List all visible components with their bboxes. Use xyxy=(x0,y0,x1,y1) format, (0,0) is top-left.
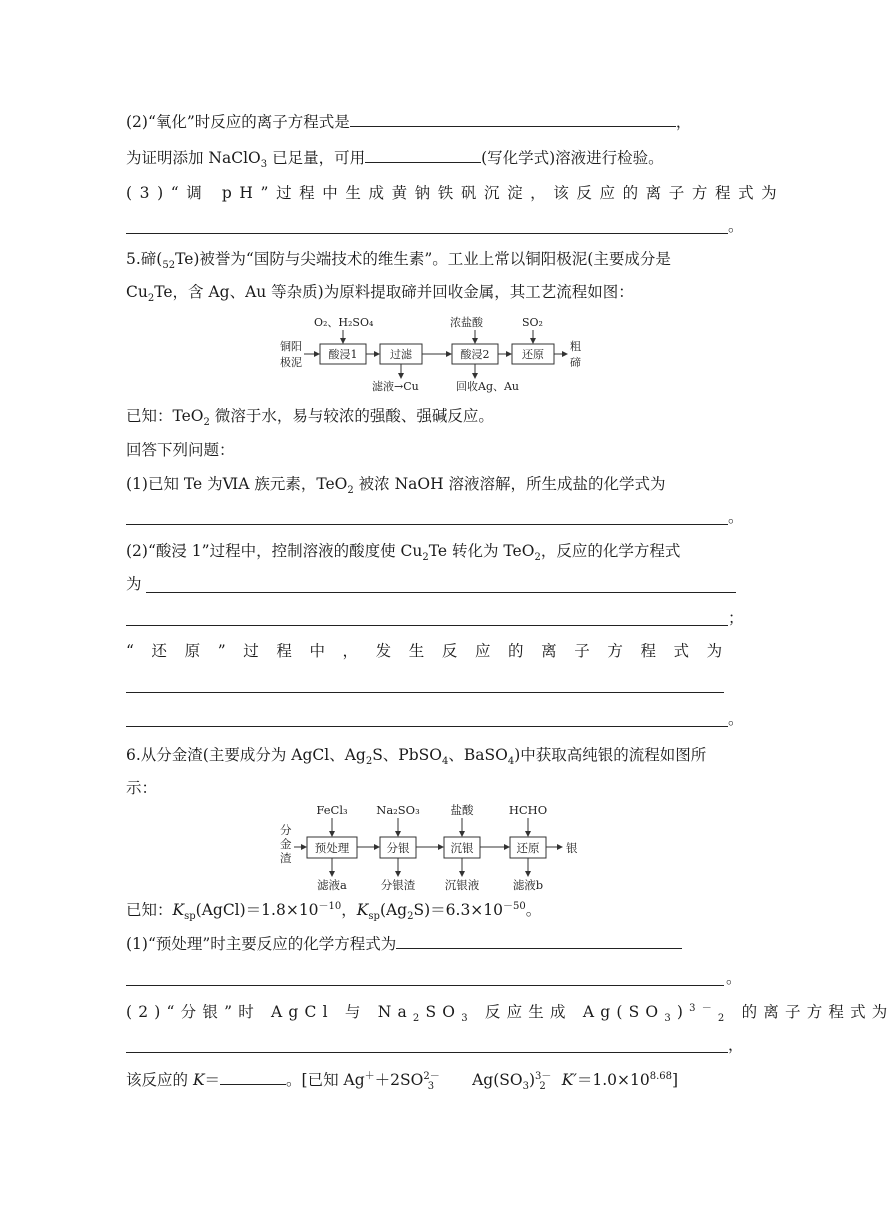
answer-blank[interactable] xyxy=(350,112,676,127)
q5-known: 已知：TeO$_2$ 微溶于水，易与较浓的强酸、强碱反应。 xyxy=(126,407,494,429)
q5-flow-input: 铜阳 xyxy=(280,340,302,353)
q4-part2-line1: (2)“氧化”时反应的离子方程式是 ， xyxy=(126,113,692,131)
answer-blank[interactable] xyxy=(126,233,728,234)
answer-blank[interactable] xyxy=(126,985,724,986)
q5-part2-wei: 为 xyxy=(126,575,142,593)
q5-flow-output: 回收Ag、Au xyxy=(456,380,520,393)
q5-flow-reagent: O₂、H₂SO₄ xyxy=(314,316,374,329)
q5-flow-step: 过滤 xyxy=(390,348,412,361)
q5-intro-line1: 5.碲$(_{52}Te)$被誉为“国防与尖端技术的维生素”。工业上常以铜阳极泥(主要成分是 xyxy=(126,250,671,272)
q6-flow-input: 金 xyxy=(280,837,292,851)
q6-flow-output: 分银渣 xyxy=(380,878,416,892)
answer-blank[interactable] xyxy=(220,1070,286,1085)
q6-flow-step: 沉银 xyxy=(450,841,474,855)
q4-part3-prompt: (3)“调 pH”过程中生成黄钠铁矾沉淀，该反应的离子方程式为 xyxy=(126,184,785,202)
q5-part2-prompt: (2)“酸浸 1”过程中，控制溶液的酸度使 $Cu_2Te$ 转化为 TeO$_2$，反应的化学方程式 xyxy=(126,542,681,564)
q6-flow-step: 预处理 xyxy=(314,841,350,855)
q5-flow-product: 碲 xyxy=(570,356,581,369)
q4-part2-line2: 为证明添加 NaClO$_3$ 已足量，可用 (写化学式)溶液进行检验。 xyxy=(126,149,664,171)
q5-flow-step: 酸浸2 xyxy=(460,348,490,361)
q6-flow-input: 分 xyxy=(280,823,292,837)
q6-flow-input: 渣 xyxy=(280,851,292,865)
document-page: (2)“氧化”时反应的离子方程式是 ， 为证明添加 NaClO$_3$ 已足量，可用 (写化学式)溶液进行检验。 (3)“调 pH”过程中生成黄钠铁矾沉淀，该反应的离子方程式为 。 5.碲$(_{52}Te)$被誉为“国防与尖端技术的维生素”。工业上常以铜阳极泥(主要成分是 $Cu_2Te$，含 Ag、Au 等杂质)为原料提取碲并回收金属，其工艺流程如图： 铜阳 极泥 O₂、H₂SO₄ 浓盐酸 SO₂ 滤液→Cu 回收Ag、Au 粗 碲 酸浸1 过滤 酸浸2 还原 已知：TeO$_2$ 微溶于水，易与较浓的强酸、强碱反应。 回答下列问题： (1)已知 Te 为ⅥA 族元素，TeO$_2$ 被浓 NaOH 溶液溶解，所生成盐的化学式为 。 (2)“酸浸 1”过程中，控制溶液的酸度使 $Cu_2Te$ 转化为 TeO$_2$，反应的化学方程式 为 ； “还原”过程中，发生反应的离子方程式为 。 6.从分金渣(主要成分为 AgCl、$Ag_2S$、PbSO$_4$、BaSO$_4$)中获取高纯银的流程如图所 示： 分 金 渣 银 FeCl₃ Na₂SO₃ 盐酸 HCHO 滤液a 分银渣 沉银液 滤液b 预处理 分银 沉银 还原 已知：$K_{sp}(AgCl)=1.8\times 10^{-10}$，$K_{sp}(Ag_2S)=6.3\times 10^{-50}$。 (1)“预处理”时主要反应的化学方程式为 。 (2)“分银”时 AgCl 与 $Na_2SO_3$ 反应生成 $Ag(SO_3)^{3-}_2$ 的离子方程式为 ， 该反应的 K＝ 。[已知 $Ag^++2SO^{2-}_3$ $Ag(SO_3)^{3-}_2$ $K'=1.0\times 10^{8.68}$] xyxy=(126,113,894,1093)
q6-flow-output: 沉银液 xyxy=(444,878,480,892)
q6-flow-output: 滤液b xyxy=(512,878,544,892)
q6-known: 已知：$K_{sp}(AgCl)=1.8\times 10^{-10}$，$K_{sp}(Ag_2S)=6.3\times 10^{-50}$。 xyxy=(126,900,542,923)
q6-part3-line: 该反应的 K＝ 。[已知 $Ag^++2SO^{2-}_3$ $Ag(SO_3)^{3-}_2$ $K'=1.0\times 10^{8.68}$] xyxy=(126,1070,679,1093)
q6-intro-line2: 示： xyxy=(126,779,158,797)
q6-flow-product: 银 xyxy=(566,841,578,855)
q6-part1-prompt: (1)“预处理”时主要反应的化学方程式为 xyxy=(126,934,736,954)
q5-flow-step: 酸浸1 xyxy=(328,348,358,361)
q5-flow-reagent: SO₂ xyxy=(522,316,543,329)
q5-flow-output: 滤液→Cu xyxy=(372,380,419,393)
q6-flow-step: 还原 xyxy=(516,841,540,855)
q5-flow-reagent: 浓盐酸 xyxy=(450,316,483,329)
answer-blank[interactable] xyxy=(126,1052,728,1053)
q5-intro-line2: $Cu_2Te$，含 Ag、Au 等杂质)为原料提取碲并回收金属，其工艺流程如图： xyxy=(126,283,634,305)
answer-blank[interactable] xyxy=(146,592,736,593)
q6-flow-output: 滤液a xyxy=(317,878,347,892)
q4-part2-prompt: (2)“氧化”时反应的离子方程式是 xyxy=(126,113,350,131)
q5-flow-diagram xyxy=(270,310,600,400)
q6-flow-step: 分银 xyxy=(386,841,410,855)
q5-part1-prompt: (1)已知 Te 为ⅥA 族元素，TeO$_2$ 被浓 NaOH 溶液溶解，所生成盐的化学式为 xyxy=(126,475,666,497)
answer-blank[interactable] xyxy=(396,934,682,949)
answer-blank[interactable] xyxy=(126,692,724,693)
q6-flow-reagent: HCHO xyxy=(508,803,548,817)
q6-flow-diagram xyxy=(270,800,590,895)
q6-flow-reagent: 盐酸 xyxy=(450,803,474,817)
answer-blank[interactable] xyxy=(126,726,728,727)
answer-blank[interactable] xyxy=(126,625,728,626)
q6-part2-prompt: (2)“分银”时 AgCl 与 $Na_2SO_3$ 反应生成 $Ag(SO_3)^{3-}_2$ 的离子方程式为 xyxy=(126,1002,894,1025)
q6-flow-reagent: Na₂SO₃ xyxy=(376,803,420,817)
q6-intro-line1: 6.从分金渣(主要成分为 AgCl、$Ag_2S$、PbSO$_4$、BaSO$_4$)中获取高纯银的流程如图所 xyxy=(126,746,707,768)
q5-flow-input: 极泥 xyxy=(280,356,302,369)
q5-flow-product: 粗 xyxy=(570,340,581,353)
q5-flow-step: 还原 xyxy=(522,348,544,361)
q5-reduce-prompt: “还原”过程中，发生反应的离子方程式为 xyxy=(126,642,740,660)
q5-answer-heading: 回答下列问题： xyxy=(126,441,235,459)
answer-blank[interactable] xyxy=(365,148,481,163)
answer-blank[interactable] xyxy=(126,524,728,525)
q6-flow-reagent: FeCl₃ xyxy=(316,803,348,817)
